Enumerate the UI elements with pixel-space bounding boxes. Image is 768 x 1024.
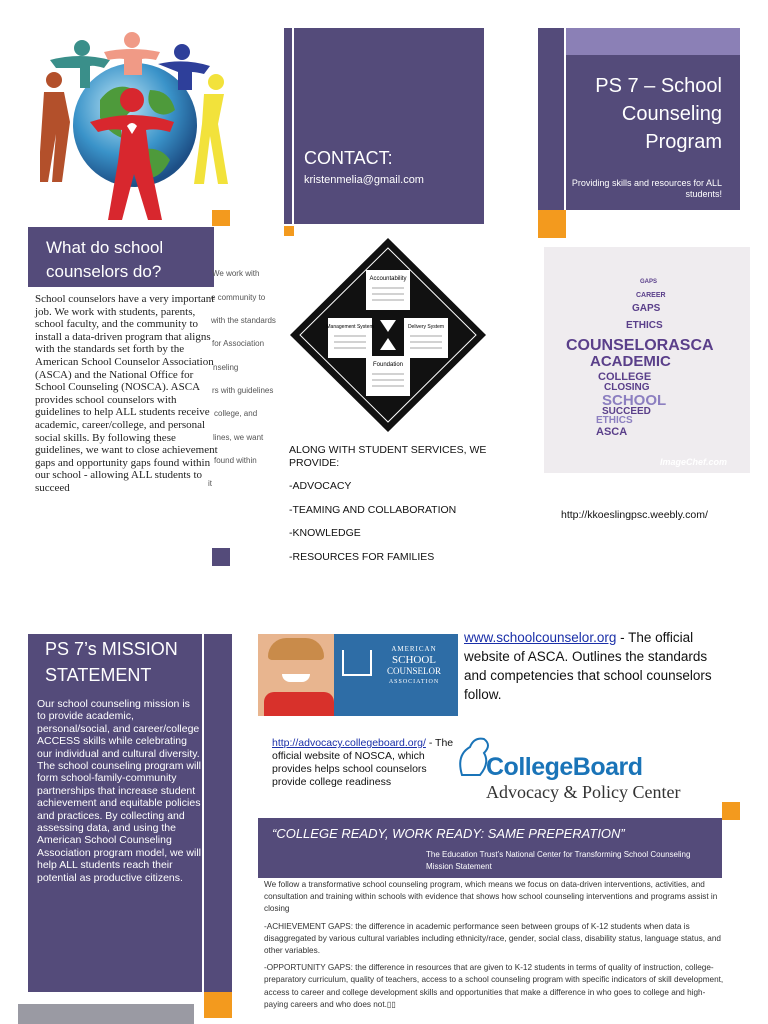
cloud-word: ASCA xyxy=(596,426,628,438)
asca-description: - The official website of ASCA. Outlines the standards and competencies that school counselors follow. xyxy=(464,630,712,702)
gaps-explanation xyxy=(264,879,728,1016)
hands-photo xyxy=(18,1004,194,1024)
mission-panel xyxy=(28,634,232,992)
service-item: -KNOWLEDGE xyxy=(289,527,361,539)
mission-heading xyxy=(45,636,205,688)
what-heading-line-2: counselors do? xyxy=(46,262,162,281)
services-intro: ALONG WITH STUDENT SERVICES, WE PROVIDE: xyxy=(289,444,487,469)
ghost-text: rs with guidelines xyxy=(212,386,274,395)
quote-banner xyxy=(258,818,722,878)
ghost-text: We work with xyxy=(212,269,260,278)
mission-body-text: Our school counseling mission is to provide academic, personal/social, and career/college ACCESS skills while celebrating our individual and cultural diversity. The school counseling program will form school-family-community partnerships that increase student achievement and equitable policies and practices. By collecting and assessing data, and using the American School Counseling Association program model, we will help ALL students reach their potential as productive citizens. xyxy=(37,698,201,884)
contact-email[interactable]: kristenmelia@gmail.com xyxy=(304,174,424,186)
quote-text: “COLLEGE READY, WORK READY: SAME PREPERATION” xyxy=(272,826,625,841)
achievement-gaps-definition: -ACHIEVEMENT GAPS: the difference in academic performance seen between groups of K-12 students when data is disaggregated by various cultural variables including ethnicity/race, gender, social class, disability status, language status, and other variables. xyxy=(264,921,721,956)
orange-accent-square xyxy=(212,210,230,226)
ghost-text: with the standards xyxy=(211,316,276,325)
what-heading-line-1: What do school xyxy=(46,238,164,257)
services-list xyxy=(289,444,489,563)
asca-building-icon xyxy=(342,650,372,676)
brochure-title xyxy=(552,72,722,156)
diamond-right-label: Delivery System xyxy=(407,324,445,330)
ghost-text: for Association xyxy=(212,339,265,348)
mission-heading-line-1: PS 7’s MISSION xyxy=(45,639,178,659)
cloud-word: SCHOOL xyxy=(602,392,667,409)
cloud-word: CLOSING xyxy=(604,382,650,393)
acorn-icon xyxy=(456,735,490,785)
word-cloud-image xyxy=(544,247,750,473)
diamond-left-label: Management System xyxy=(326,324,374,330)
ghost-text: college, and xyxy=(214,409,258,418)
diamond-top-label: Accountability xyxy=(369,276,407,282)
collegeboard-logo-main: CollegeBoard xyxy=(486,753,643,781)
weebly-link[interactable]: http://kkoeslingpsc.weebly.com/ xyxy=(561,509,708,521)
cloud-word: SUCCEED xyxy=(602,406,651,417)
orange-accent-square xyxy=(284,226,294,236)
contact-heading: CONTACT: xyxy=(304,148,393,168)
panel-stripe xyxy=(292,28,294,224)
what-body-text: School counselors have a very important job. We work with students, parents, school faculty, and the community to install a data-driven program that aligns with the standards set forth by the American School Counselor Association (ASCA) and the National Office for School Counseling (NOSCA). ASCA provides school counselors with guidelines to help ALL students receive academic, career/college, and personal social skills. By following these guidelines, we want to close achievement gaps and opportunity gaps found within our school - allowing ALL students to succeed xyxy=(35,293,218,494)
diamond-bottom-label: Foundation xyxy=(372,362,404,368)
title-line-3: Program xyxy=(645,131,722,153)
title-line-2: Counseling xyxy=(621,103,722,125)
ghost-text: e community to xyxy=(211,293,266,302)
asca-logo-image xyxy=(258,634,458,716)
purple-accent-square xyxy=(212,548,230,566)
gaps-intro: We follow a transformative school counseling program, which means we focus on data-driven interventions, activities, and consultation and training within schools with evidence that shows how school counseling interventions and programs assist in closing xyxy=(264,880,718,914)
service-item: -TEAMING AND COLLABORATION xyxy=(289,503,457,516)
cloud-word: COUNSELORASCA xyxy=(566,337,714,354)
asca-website-link[interactable]: www.schoolcounselor.org xyxy=(464,630,617,645)
quote-source: The Education Trust’s National Center for Transforming School Counseling Mission Statement xyxy=(426,850,691,871)
watermark: ImageChef.com xyxy=(660,457,728,467)
asca-logo-line: ASSOCIATION xyxy=(388,679,440,685)
what-heading-box xyxy=(28,227,214,287)
asca-logo-line: AMERICAN xyxy=(391,645,437,653)
cloud-word: ETHICS xyxy=(596,415,633,426)
mission-heading-line-2: STATEMENT xyxy=(45,665,152,685)
asca-logo-text xyxy=(374,644,454,688)
cloud-word: ETHICS xyxy=(626,320,663,331)
asca-logo-line: SCHOOL xyxy=(391,654,436,666)
cloud-word: CAREER xyxy=(636,292,666,299)
collegeboard-description: - The official website of NOSCA, which provides helps school counselors provide college readiness xyxy=(272,737,454,788)
asca-blurb xyxy=(464,628,720,704)
cloud-word: GAPS xyxy=(640,279,658,285)
orange-accent-square xyxy=(538,210,566,238)
ghost-text: nseling xyxy=(213,363,239,372)
collegeboard-logo xyxy=(456,733,740,803)
ghost-text: lines, we want xyxy=(213,433,264,442)
asca-logo-line: COUNSELOR xyxy=(386,666,441,676)
people-around-globe-image xyxy=(40,30,230,220)
asca-model-diamond-image xyxy=(288,236,488,434)
opportunity-gaps-definition: -OPPORTUNITY GAPS: the difference in resources that are given to K-12 students in terms of quality of instruction, college-preparatory curriculum, quality of teachers, access to a school counseling program with specific indicators of skill development, access to career and college development skills and opportunities that make a difference in who goes to college and high-paying careers and who does not.▯▯ xyxy=(264,963,724,1009)
collegeboard-logo-sub: Advocacy & Policy Center xyxy=(486,782,681,802)
smiling-child-photo xyxy=(258,634,334,716)
brochure-subtitle: Providing skills and resources for ALL students! xyxy=(571,178,722,199)
collegeboard-link[interactable]: http://advocacy.collegeboard.org/ xyxy=(272,737,426,749)
what-heading xyxy=(46,236,206,284)
cloud-word: COLLEGE xyxy=(598,371,652,383)
title-panel xyxy=(538,28,740,210)
service-item: -ADVOCACY xyxy=(289,480,352,492)
cloud-word: GAPS xyxy=(632,303,661,314)
orange-accent-square xyxy=(722,802,740,820)
title-line-1: PS 7 – School xyxy=(595,75,722,97)
cloud-word: ACADEMIC xyxy=(590,353,671,370)
orange-accent-square xyxy=(204,992,232,1018)
title-panel-topbar xyxy=(566,28,740,55)
collegeboard-blurb xyxy=(272,737,458,789)
mission-panel-edge xyxy=(204,634,232,992)
contact-panel xyxy=(284,28,484,224)
ghost-text: it xyxy=(208,479,212,488)
service-item: -RESOURCES FOR FAMILIES xyxy=(289,550,435,563)
ghost-text: found within xyxy=(214,456,257,465)
